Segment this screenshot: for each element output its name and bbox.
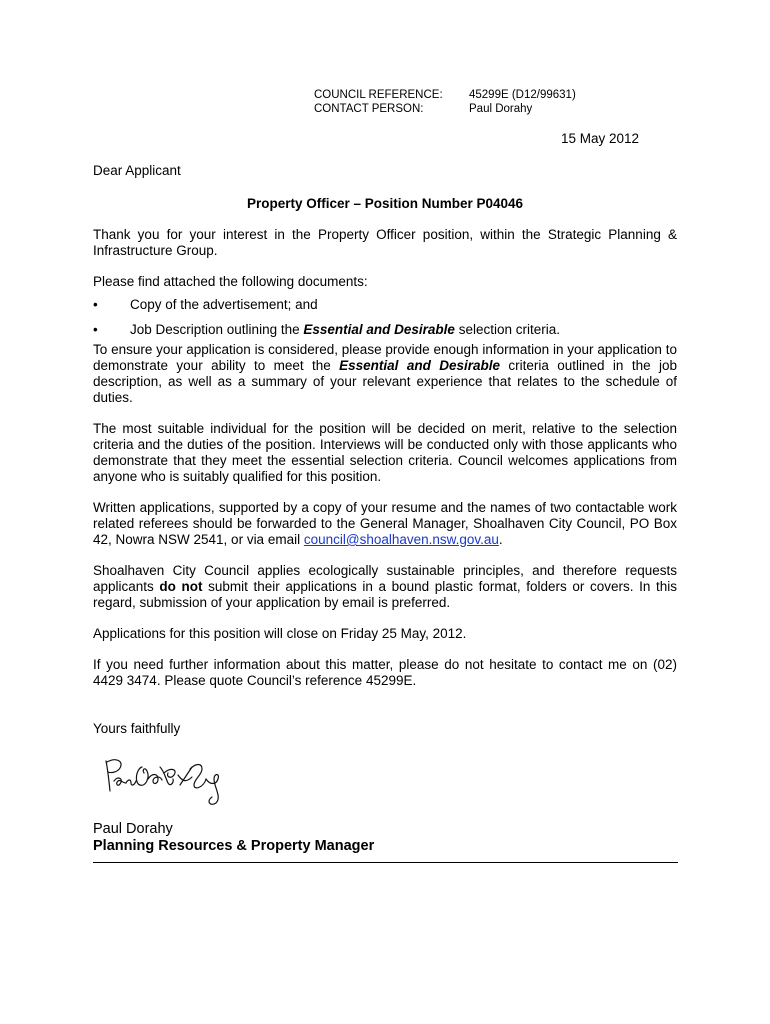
letter-body	[93, 160, 677, 855]
list-item	[93, 322, 677, 338]
paragraph-written-applications	[93, 500, 677, 548]
paragraph-merit: The most suitable individual for the position will be decided on merit, relative to the selection criteria and the duties of the position. Interviews will be conducted only with those applicants who demonstrate that they meet the essential selection criteria. Council welcomes applications from anyone who is suitably qualified for this position.	[93, 421, 677, 484]
signature-icon	[98, 753, 248, 805]
attachments-intro: Please find attached the following documents:	[93, 274, 368, 289]
list-item	[93, 297, 677, 313]
paragraph-text: To ensure your application is considered, please provide enough information in your application to demonstrate your ability to meet the	[93, 342, 677, 373]
paragraph-ensure-application	[93, 342, 677, 406]
paragraph-text: submit their applications in a bound plastic format, folders or covers. In this regard, submission of your application by email is preferred.	[93, 579, 678, 610]
paragraph-contact: If you need further information about this matter, please do not hesitate to contact me on (02) 4429 3474. Please quote Council’s reference 45299E.	[93, 657, 677, 688]
council-reference-label: COUNCIL REFERENCE:	[314, 89, 443, 101]
bullet-text-emphasis: Essential and Desirable	[303, 322, 455, 337]
bullet-icon: •	[93, 322, 98, 337]
letter-date: 15 May 2012	[560, 131, 639, 146]
paragraph-text: Written applications, supported by a copy of your resume and the names of two contactable work related referees should be forwarded to the General Manager, Shoalhaven City Council, PO Box 42, Nowra NSW 2541, or via email	[93, 500, 677, 547]
bullet-text-before: Job Description outlining the	[130, 322, 304, 337]
council-reference-value: 45299E (D12/99631)	[469, 89, 576, 101]
emphasis-text: do not	[159, 579, 203, 594]
paragraph-text: .	[498, 532, 503, 547]
paragraph-sustainability	[93, 563, 677, 611]
complimentary-close: Yours faithfully	[93, 721, 181, 736]
contact-person-value: Paul Dorahy	[469, 103, 533, 115]
reference-block	[314, 88, 609, 116]
signatory-name: Paul Dorahy	[93, 821, 173, 837]
signatory-title: Planning Resources & Property Manager	[93, 838, 375, 854]
salutation: Dear Applicant	[93, 163, 181, 178]
footer-divider	[93, 862, 678, 863]
council-reference-row	[314, 88, 609, 102]
email-link[interactable]: council@shoalhaven.nsw.gov.au	[303, 532, 499, 547]
contact-person-label: CONTACT PERSON:	[314, 103, 424, 115]
bullet-text: Copy of the advertisement; and	[130, 297, 318, 312]
paragraph-interest: Thank you for your interest in the Property Officer position, within the Strategic Planning & Infrastructure Group.	[93, 227, 677, 258]
paragraph-text: criteria outlined in the job description, as well as a summary of your relevant experience that relates to the schedule of duties.	[93, 358, 677, 405]
subject-line: Property Officer – Position Number P04046	[246, 196, 524, 211]
paragraph-text: Shoalhaven City Council applies ecologically sustainable principles, and therefore requests applicants	[93, 563, 677, 594]
emphasis-text: Essential and Desirable	[339, 358, 500, 373]
attachments-list	[93, 297, 677, 338]
contact-person-row	[314, 102, 609, 116]
bullet-icon: •	[93, 297, 98, 312]
paragraph-closing-date: Applications for this position will close on Friday 25 May, 2012.	[93, 626, 467, 641]
bullet-text-after: selection criteria.	[454, 322, 560, 337]
